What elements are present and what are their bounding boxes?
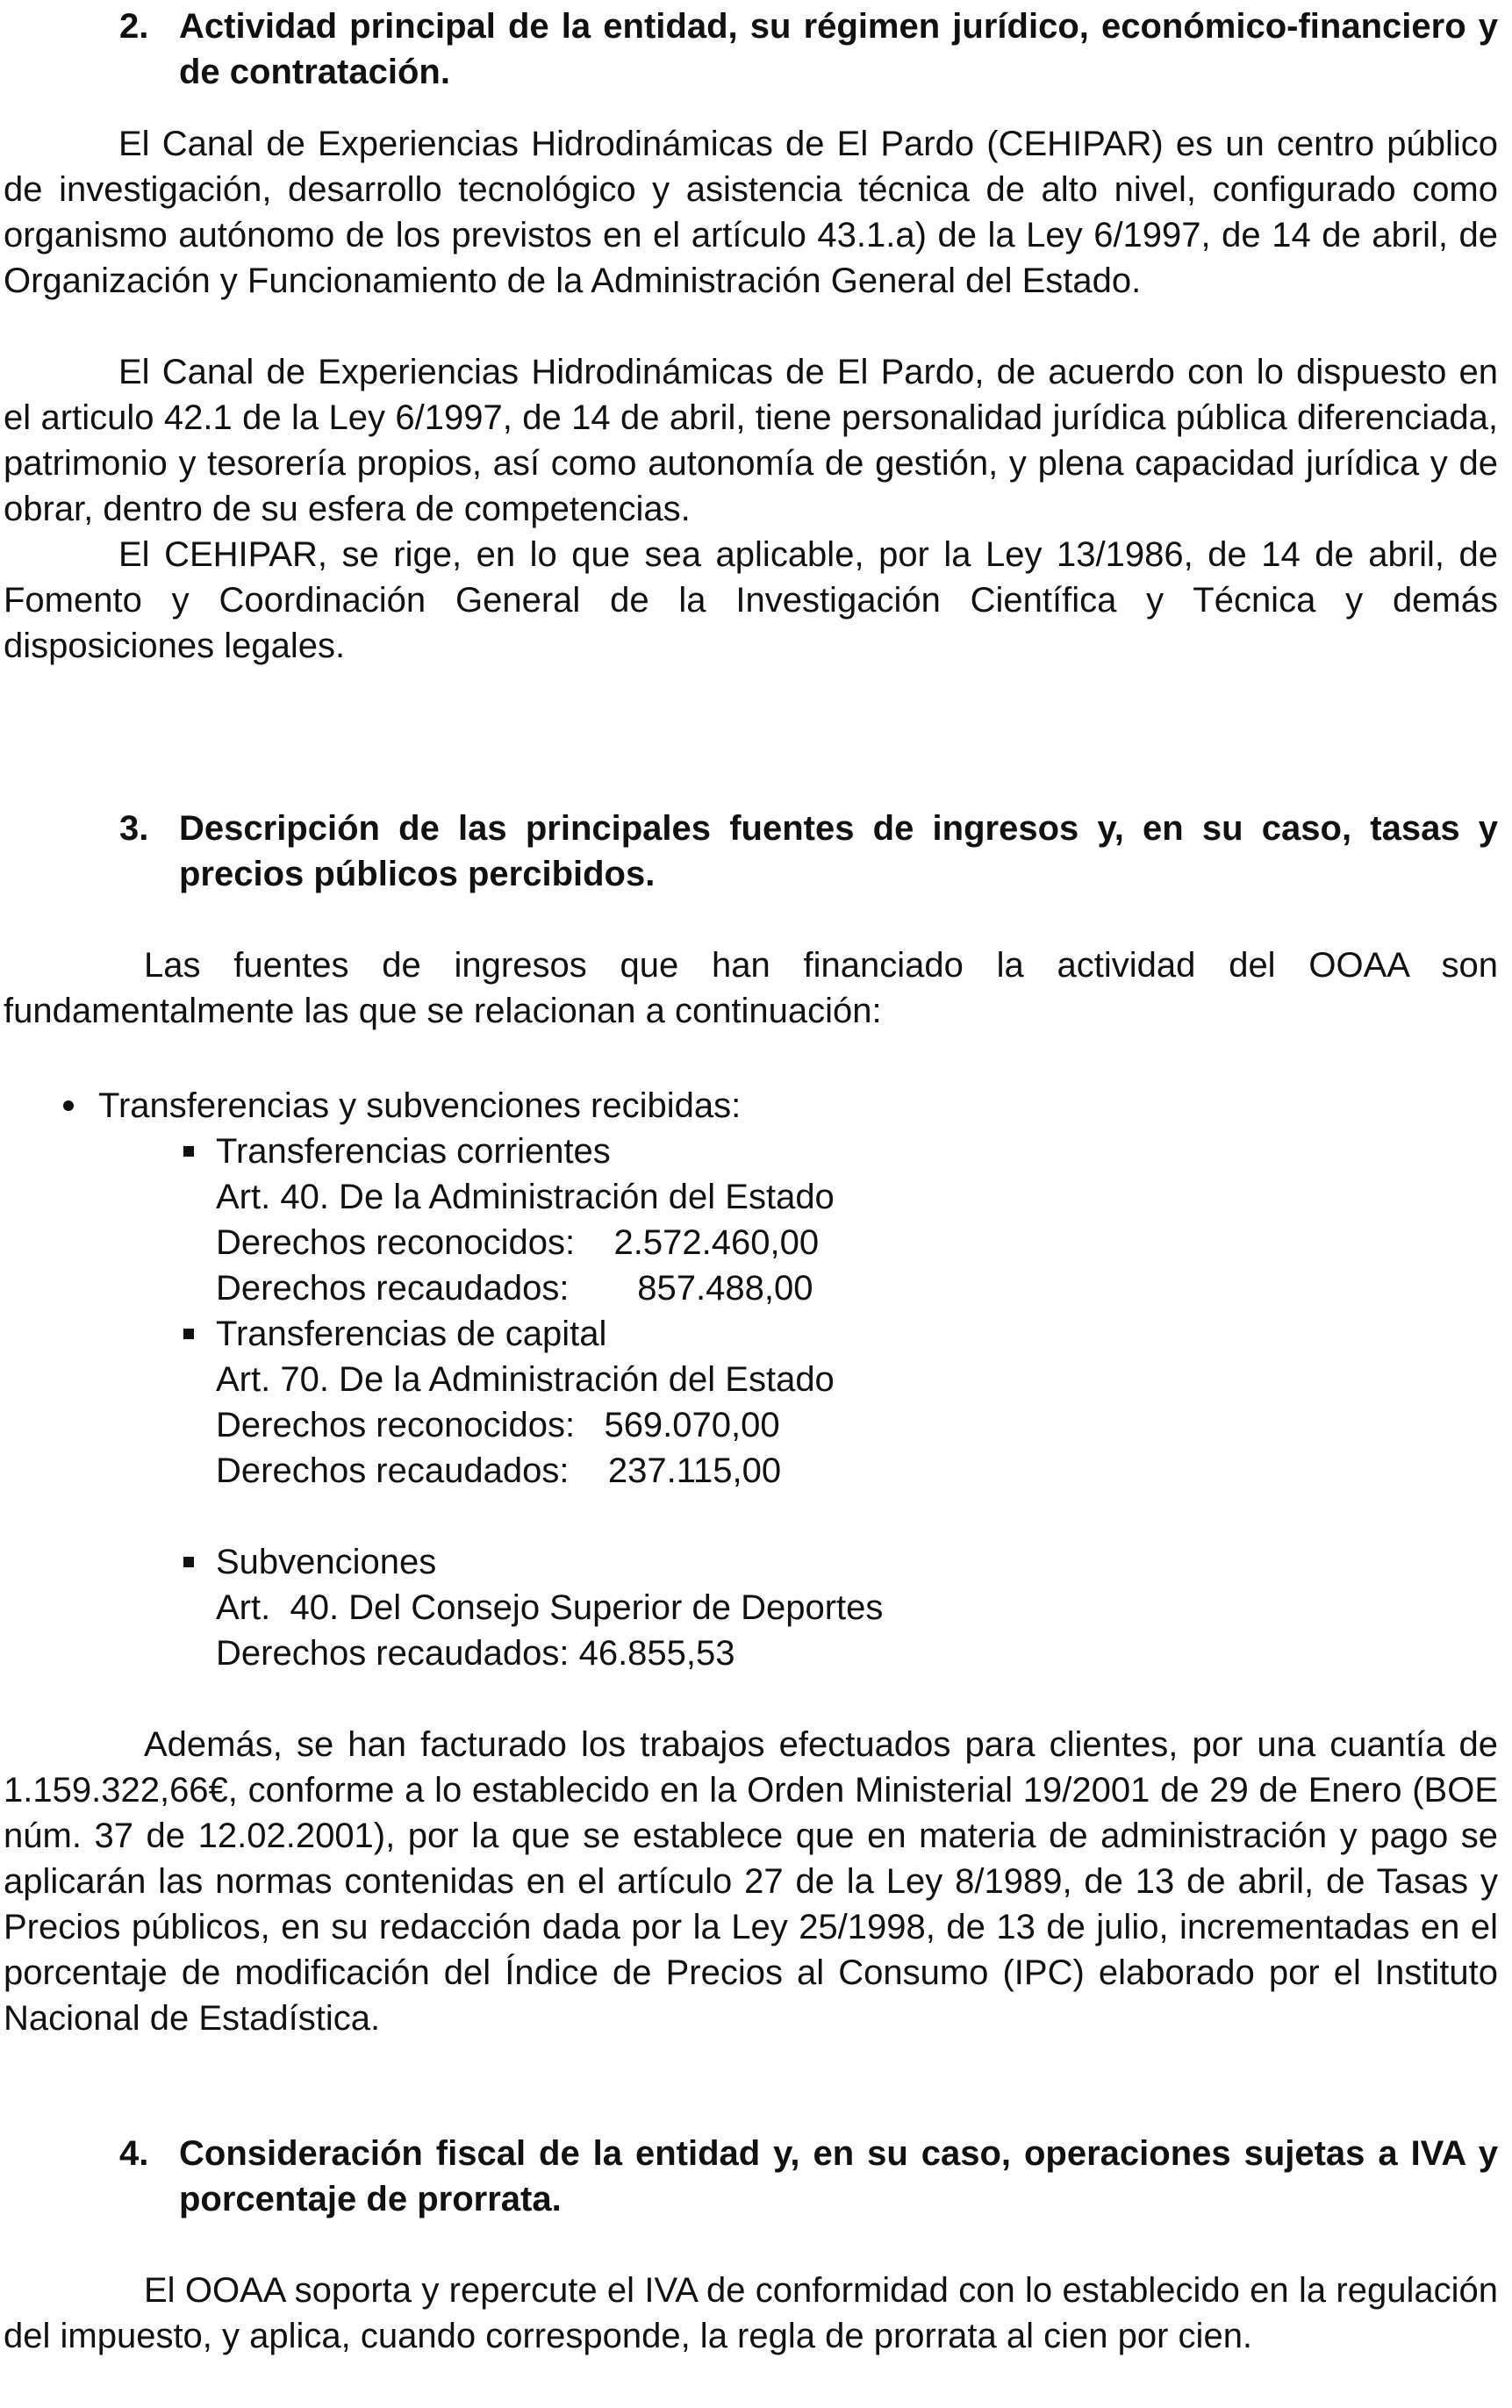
section-3-closing-paragraph: Además, se han facturado los trabajos efectuados para clientes, por una cuantía de 1.159.322,66€, conforme a lo establecido en la Orden Ministerial 19/2001 de 29 de Enero (BOE núm. 37 de 12.02.2001), por la que se establece que en materia de administración y pago se aplicarán las normas contenidas en el artículo 27 de la Ley 8/1989, de 13 de abril, de Tasas y Precios públicos, en su redacción dada por la Ley 25/1998, de 13 de julio, incrementadas en el porcentaje de modificación del Índice de Precios al Consumo (IPC) elaborado por el Instituto Nacional de Estadística. [4,1725,1498,2038]
sub-item-1-line-1: Art. 40. De la Administración del Estado [216,1178,835,1216]
section-4-paragraph: El OOAA soporta y repercute el IVA de conformidad con lo establecido en la regulación del impuesto, y aplica, cuando corresponde, la regla de prorrata al cien por cien. [4,2271,1498,2355]
section-2-number: 2. [119,7,149,46]
section-3-title: Descripción de las principales fuentes de ingresos y, en su caso, tasas y precios públicos percibidos. [179,809,1498,893]
sub-item-3-label: Subvenciones [216,1543,437,1581]
sub-item-2-line-1: Art. 70. De la Administración del Estado [216,1360,835,1399]
section-3-intro: Las fuentes de ingresos que han financiado la actividad del OOAA son fundamentalmente las que se relacionan a continuación: [4,946,1498,1030]
section-3-heading [119,806,1498,897]
bullet-main-label: Transferencias y subvenciones recibidas: [98,1086,742,1125]
section-2-paragraph-2: El Canal de Experiencias Hidrodinámicas de El Pardo, de acuerdo con lo dispuesto en el articulo 42.1 de la Ley 6/1997, de 14 de abril, tiene personalidad jurídica pública diferenciada, patrimonio y tesorería propios, así como autonomía de gestión, y plena capacidad jurídica y de obrar, dentro de su esfera de competencias. [4,353,1498,528]
section-2-heading [119,4,1498,95]
sub-item-3-line-1: Art. 40. Del Consejo Superior de Deportes [216,1588,884,1627]
sub-item-2-line-2: Derechos reconocidos: 569.070,00 [216,1406,780,1444]
square-bullet-icon [183,1329,194,1339]
section-4-title: Consideración fiscal de la entidad y, en su caso, operaciones sujetas a IVA y porcentaje de prorrata. [179,2134,1498,2218]
sub-item-1-label: Transferencias corrientes [216,1132,611,1171]
section-2-paragraph-3: El CEHIPAR, se rige, en lo que sea aplicable, por la Ley 13/1986, de 14 de abril, de Fomento y Coordinación General de la Investigación Científica y Técnica y demás disposiciones legales. [4,535,1498,665]
section-4-heading [119,2131,1498,2222]
sub-item-2-line-3: Derechos recaudados: 237.115,00 [216,1451,782,1490]
square-bullet-icon [183,1146,194,1157]
section-4-number: 4. [119,2134,149,2173]
section-2-title: Actividad principal de la entidad, su régimen jurídico, económico-financiero y de contratación. [179,7,1498,91]
sub-item-3-line-2: Derechos recaudados: 46.855,53 [216,1634,735,1673]
section-2-paragraph-1: El Canal de Experiencias Hidrodinámicas de El Pardo (CEHIPAR) es un centro público de investigación, desarrollo tecnológico y asistencia técnica de alto nivel, configurado como organismo autónomo de los previstos en el artículo 43.1.a) de la Ley 6/1997, de 14 de abril, de Organización y Funcionamiento de la Administración General del Estado. [4,125,1498,300]
sub-item-1-line-2: Derechos reconocidos: 2.572.460,00 [216,1223,820,1262]
square-bullet-icon [183,1557,194,1567]
section-3-number: 3. [119,809,149,848]
sub-item-1-line-3: Derechos recaudados: 857.488,00 [216,1269,813,1308]
bullet-dot-icon [63,1100,74,1111]
sub-item-2-label: Transferencias de capital [216,1315,607,1353]
